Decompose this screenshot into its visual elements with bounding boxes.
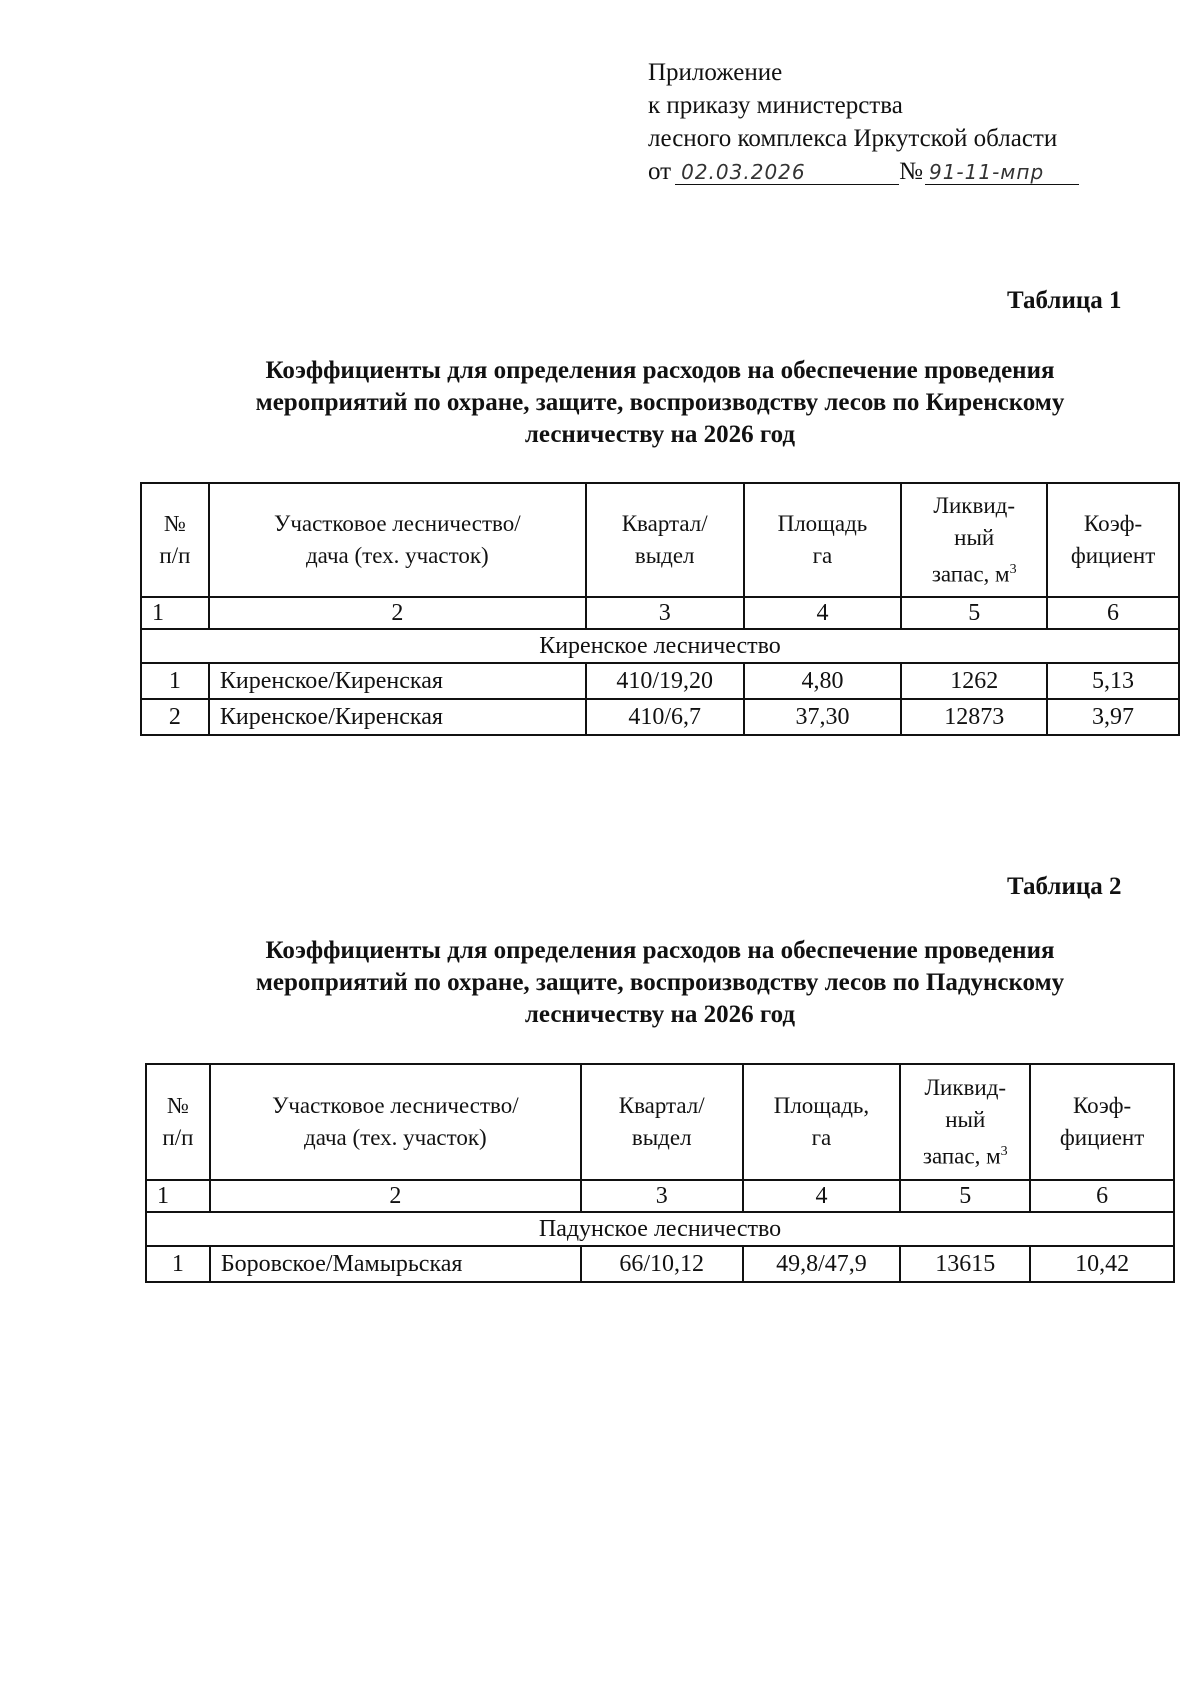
table-1-header-row [141,483,1179,597]
table-2-title-line-1: Коэффициенты для определения расходов на обеспечение проведения [265,937,1055,964]
table-1-title-line-1: Коэффициенты для определения расходов на обеспечение проведения [265,357,1055,384]
header-num: № п/п [141,483,209,597]
cell-stock: 12873 [901,699,1047,735]
table-2-section-row [146,1212,1174,1246]
column-number: 4 [743,1180,901,1212]
column-number: 5 [901,597,1047,629]
column-number: 6 [1030,1180,1174,1212]
approval-line-1: Приложение [648,59,783,86]
cell-coef: 10,42 [1030,1246,1174,1282]
header-stock: Ликвид- ный запас, $м^3$ [901,483,1047,597]
cell-block: 66/10,12 [581,1246,743,1282]
approval-date-line [648,155,1079,188]
cell-block: 410/19,20 [586,663,744,699]
approval-block [648,56,1079,188]
table-1 [140,482,1180,736]
column-number: 2 [210,1180,581,1212]
header-block: Квартал/ выдел [581,1064,743,1180]
cell-num: 1 [141,663,209,699]
column-number: 6 [1047,597,1179,629]
table-2-column-numbers [146,1180,1174,1212]
header-block: Квартал/ выдел [586,483,744,597]
table-1-label: Таблица 1 [1007,287,1122,314]
cell-area: 37,30 [744,699,902,735]
table-2-title-line-2: мероприятий по охране, защите, воспроизводству лесов по Падунскому [255,969,1065,996]
header-coef: Коэф- фициент [1030,1064,1174,1180]
handwritten-number: 91-11-мпр [925,160,1079,185]
table-row [141,663,1179,699]
table-2 [145,1063,1175,1283]
handwritten-date: 02.03.2026 [675,160,899,185]
column-number: 2 [209,597,586,629]
header-district: Участковое лесничество/ дача (тех. участок) [209,483,586,597]
table-1-title [140,355,1180,451]
column-number: 1 [141,597,209,629]
header-area: Площадь га [744,483,902,597]
cell-area: 49,8/47,9 [743,1246,901,1282]
table-2-title [140,935,1180,1031]
cell-district: Боровское/Мамырьская [210,1246,581,1282]
approval-line-2: к приказу министерства [648,92,903,119]
cell-block: 410/6,7 [586,699,744,735]
number-prefix: № [899,158,923,185]
section-label: Киренское лесничество [141,629,1179,663]
table-1-title-line-3: лесничеству на 2026 год [524,421,796,448]
cell-stock: 1262 [901,663,1047,699]
column-number: 4 [744,597,902,629]
cell-stock: 13615 [900,1246,1030,1282]
approval-line-3: лесного комплекса Иркутской области [648,125,1058,152]
header-coef: Коэф- фициент [1047,483,1179,597]
cell-coef: 3,97 [1047,699,1179,735]
cell-coef: 5,13 [1047,663,1179,699]
date-prefix: от [648,158,672,185]
column-number: 3 [581,1180,743,1212]
cell-num: 1 [146,1246,210,1282]
header-area: Площадь, га [743,1064,901,1180]
table-2-label: Таблица 2 [1007,873,1122,900]
cell-num: 2 [141,699,209,735]
table-row [141,699,1179,735]
column-number: 1 [146,1180,210,1212]
column-number: 5 [900,1180,1030,1212]
column-number: 3 [586,597,744,629]
cell-area: 4,80 [744,663,902,699]
header-stock: Ликвид- ный запас, $м^3$ [900,1064,1030,1180]
table-2-title-line-3: лесничеству на 2026 год [524,1001,796,1028]
table-1-column-numbers [141,597,1179,629]
cell-district: Киренское/Киренская [209,663,586,699]
header-district: Участковое лесничество/ дача (тех. участок) [210,1064,581,1180]
cell-district: Киренское/Киренская [209,699,586,735]
table-2-header-row [146,1064,1174,1180]
table-1-title-line-2: мероприятий по охране, защите, воспроизводству лесов по Киренскому [255,389,1065,416]
table-row [146,1246,1174,1282]
section-label: Падунское лесничество [146,1212,1174,1246]
table-1-section-row [141,629,1179,663]
header-num: № п/п [146,1064,210,1180]
